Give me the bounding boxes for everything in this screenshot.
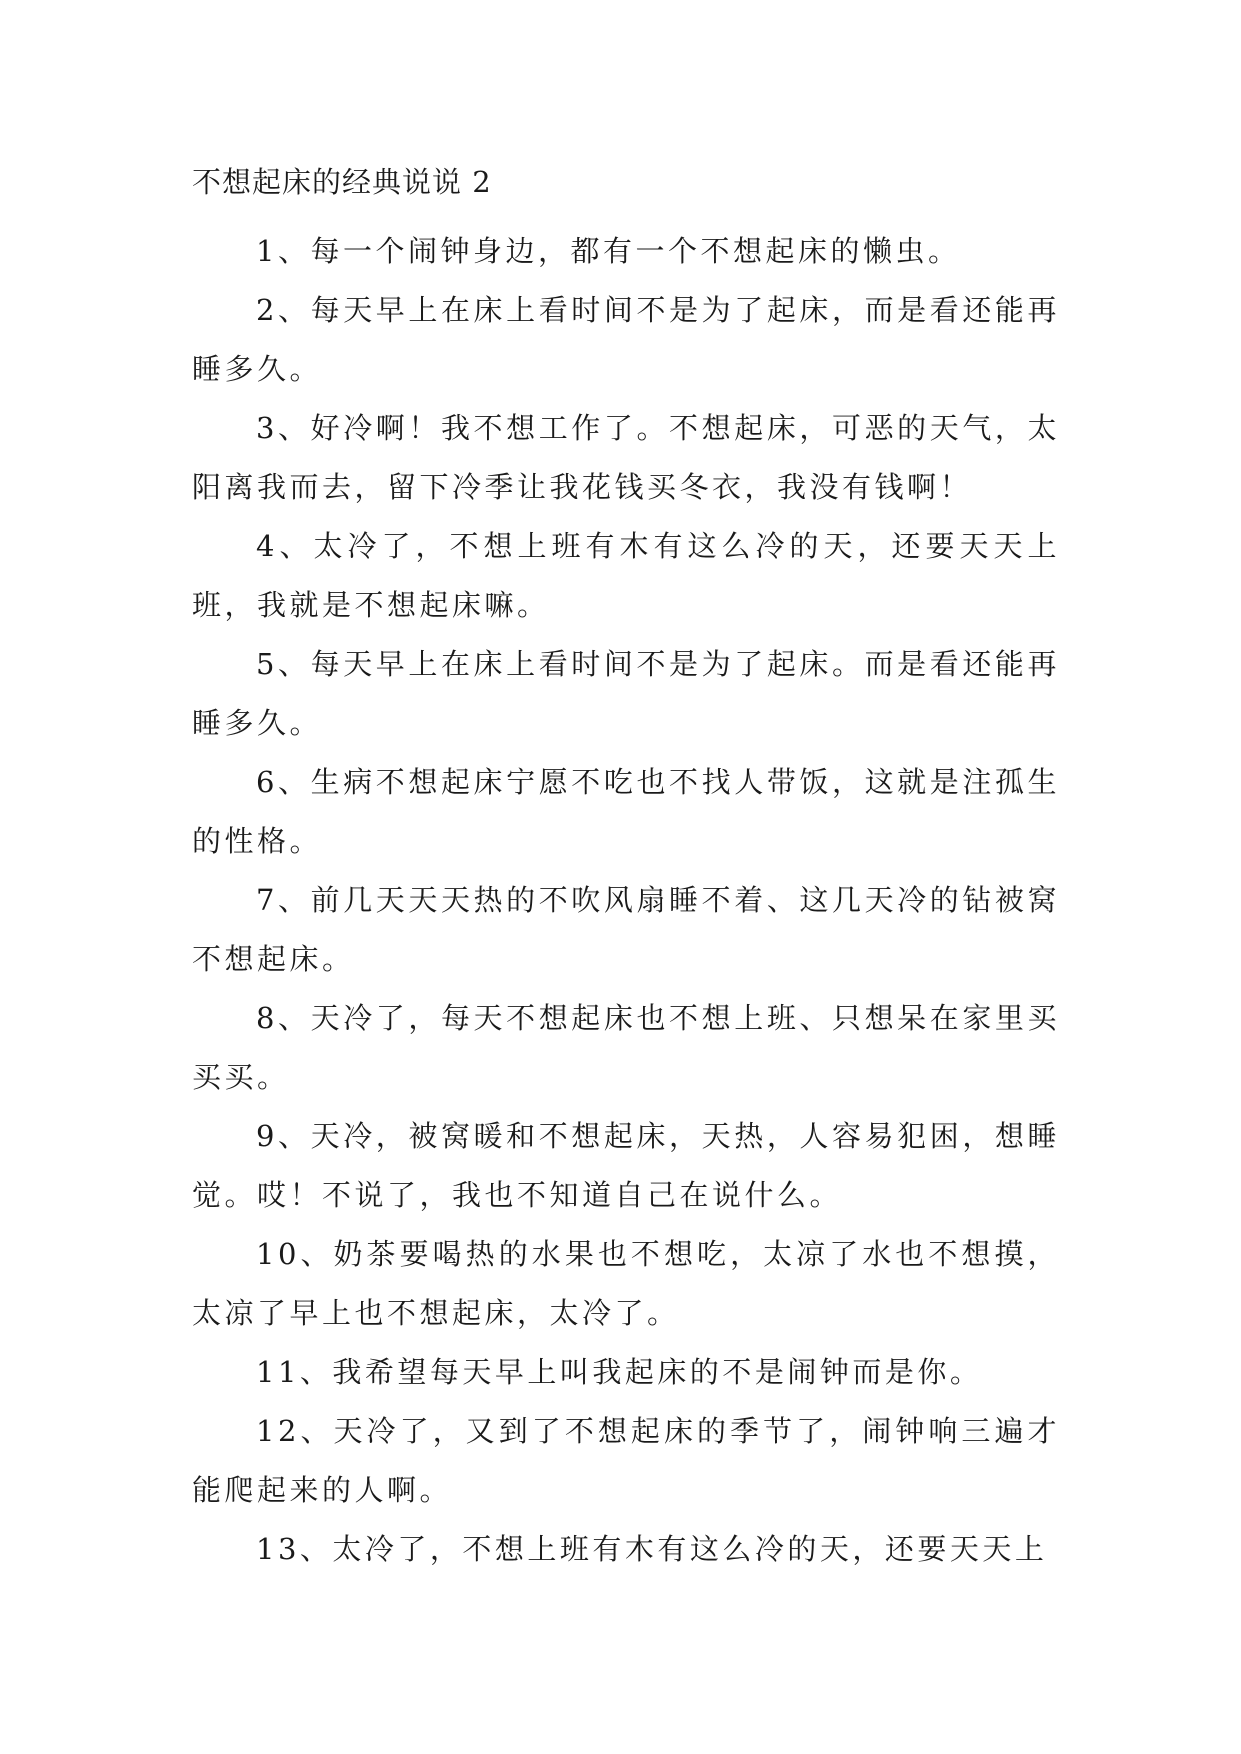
paragraph-11: 11、我希望每天早上叫我起床的不是闹钟而是你。	[256, 1355, 983, 1389]
paragraph-9: 9、天冷，被窝暖和不想起床，天热，人容易犯困，想睡觉。哎！不说了，我也不知道自己在说什么。	[192, 1119, 1060, 1212]
paragraph-13: 13、太冷了，不想上班有木有这么冷的天，还要天天上	[256, 1532, 1048, 1566]
paragraph-1: 1、每一个闹钟身边，都有一个不想起床的懒虫。	[256, 234, 961, 268]
paragraph-2: 2、每天早上在床上看时间不是为了起床，而是看还能再睡多久。	[192, 293, 1060, 386]
paragraph-3: 3、好冷啊！我不想工作了。不想起床，可恶的天气，太阳离我而去，留下冷季让我花钱买冬衣，我没有钱啊！	[192, 411, 1060, 504]
paragraph-4: 4、太冷了，不想上班有木有这么冷的天，还要天天上班，我就是不想起床嘛。	[192, 529, 1060, 622]
document-body	[192, 222, 1060, 1579]
paragraph-10: 10、奶茶要喝热的水果也不想吃，太凉了水也不想摸，太凉了早上也不想起床，太冷了。	[192, 1237, 1060, 1330]
paragraph-5: 5、每天早上在床上看时间不是为了起床。而是看还能再睡多久。	[192, 647, 1060, 740]
paragraph-12: 12、天冷了，又到了不想起床的季节了，闹钟响三遍才能爬起来的人啊。	[192, 1414, 1060, 1507]
document-title: 不想起床的经典说说 2	[192, 165, 492, 199]
paragraph-7: 7、前几天天天热的不吹风扇睡不着、这几天冷的钻被窝不想起床。	[192, 883, 1060, 976]
paragraph-6: 6、生病不想起床宁愿不吃也不找人带饭，这就是注孤生的性格。	[192, 765, 1060, 858]
paragraph-8: 8、天冷了，每天不想起床也不想上班、只想呆在家里买买买。	[192, 1001, 1060, 1094]
